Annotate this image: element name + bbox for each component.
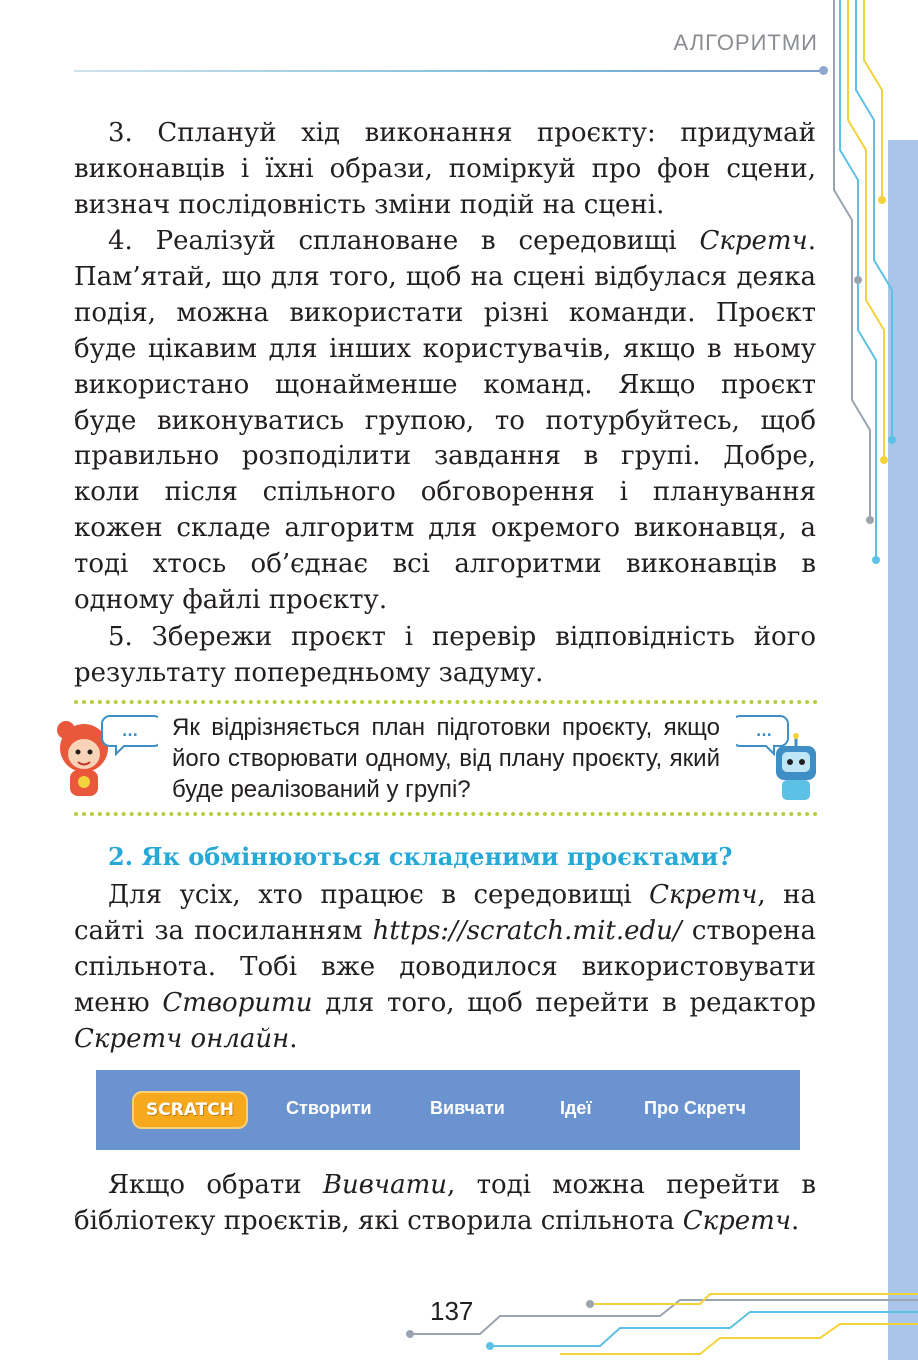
community-text-g: для того, щоб перейти в редактор bbox=[312, 987, 817, 1018]
step-3-text: 3. Сплануй хід виконання проєкту: придумай виконавців і їхні образи, поміркуй про фон сцени, визнач послідовність зміни подій на сцені. bbox=[74, 118, 816, 220]
explore-text bbox=[74, 1168, 816, 1240]
community-text bbox=[74, 878, 816, 1058]
step-4-paragraph bbox=[74, 224, 816, 619]
scratch-url: https://scratch.mit.edu/ bbox=[372, 915, 682, 946]
step-4-text-a: 4. Реалізуй сплановане в середовищі bbox=[108, 226, 700, 256]
question-bottom-divider bbox=[74, 812, 818, 816]
explore-text-e: . bbox=[791, 1205, 800, 1236]
header-divider bbox=[74, 70, 824, 72]
header-divider-dot bbox=[819, 66, 828, 75]
community-text-a: Для усіх, хто працює в середовищі bbox=[108, 880, 650, 910]
robot-character-icon bbox=[736, 712, 836, 804]
explore-term: Вивчати bbox=[322, 1170, 447, 1200]
step-3-paragraph bbox=[74, 116, 816, 224]
community-text-e: створена спільнота. Тобі вже доводилося використовувати меню bbox=[74, 915, 816, 1018]
explore-paragraph bbox=[74, 1168, 816, 1240]
community-text-i: . bbox=[289, 1023, 298, 1054]
side-circuit-decoration bbox=[830, 0, 918, 1360]
explore-text-c: , тоді можна перейти в бібліотеку проєктів, які створила спільнота bbox=[74, 1170, 816, 1236]
chapter-title: АЛГОРИТМИ bbox=[673, 30, 818, 55]
menu-item-about[interactable]: Про Скретч bbox=[644, 1098, 746, 1118]
community-paragraph bbox=[74, 878, 816, 1058]
scratch-menu-bar bbox=[96, 1070, 800, 1150]
page-number: 137 bbox=[430, 1296, 474, 1326]
explore-text-a: Якщо обрати bbox=[108, 1170, 323, 1200]
section-heading: 2. Як обмінюються складеними проєктами? bbox=[108, 842, 733, 871]
scratch-term: Скретч bbox=[649, 880, 758, 910]
discussion-question: Як відрізняється план підготовки проєкту, якщо його створювати одному, від плану проєкту, який буде реалізований у групі? bbox=[172, 714, 720, 803]
menu-item-ideas[interactable]: Ідеї bbox=[560, 1098, 592, 1118]
scratch-term: Скретч bbox=[682, 1205, 792, 1236]
step-4-text-c: . Пам’ятай, що для того, щоб на сцені відбулася деяка подія, можна використати різні команди. Проєкт буде цікавим для інших користувачів, якщо в ньому використано щонайменше команд. Якщо проєкт буде виконуватись групою, то потурбуйтесь, щоб правильно розподілити завдання в групі. Добре, коли після спільного обговорення і планування кожен складе алгоритм для окремого виконавця, а тоді хтось об’єднає всі алгоритми виконавців в одному файлі проєкту. bbox=[74, 226, 816, 616]
step-4-text bbox=[74, 224, 816, 619]
scratch-online-term: Скретч онлайн bbox=[74, 1023, 290, 1054]
question-top-divider bbox=[74, 700, 818, 704]
step-5-paragraph bbox=[74, 620, 816, 692]
scratch-logo[interactable]: SCRATCH bbox=[132, 1091, 248, 1129]
community-text-c: , на сайті за посиланням bbox=[74, 880, 817, 946]
scratch-term: Скретч bbox=[699, 226, 808, 256]
menu-item-create[interactable]: Створити bbox=[286, 1098, 372, 1118]
bottom-circuit-decoration bbox=[400, 1280, 918, 1360]
right-speech-bubble-dots: ... bbox=[756, 724, 772, 740]
left-speech-bubble-dots: ... bbox=[122, 724, 138, 740]
step-5-text: 5. Збережи проєкт і перевір відповідність його результату попередньому задуму. bbox=[74, 622, 816, 688]
menu-item-explore[interactable]: Вивчати bbox=[430, 1098, 505, 1118]
create-menu-term: Створити bbox=[162, 987, 313, 1018]
girl-character-icon bbox=[48, 712, 158, 804]
